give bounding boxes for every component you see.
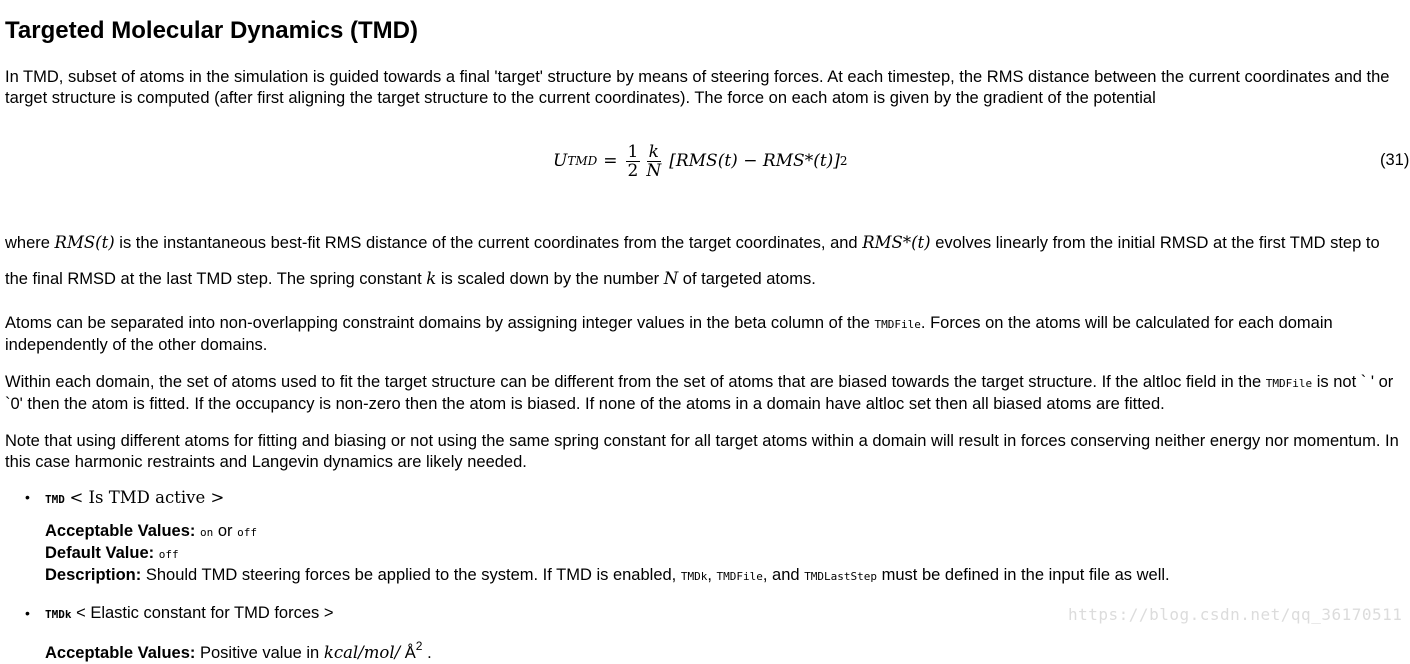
math-rms-t: RMS(t)	[54, 233, 115, 252]
bullet-icon: •	[25, 605, 30, 621]
where-text-3: evolves linearly from the initial RMSD at the first TMD step to the final RMSD at the last TMD step. The spring constant	[5, 234, 1380, 288]
param-name: TMDk	[45, 608, 72, 621]
default-label: Default Value:	[45, 544, 155, 562]
param-desc: < Is TMD active >	[69, 488, 225, 507]
eq-frac-half	[626, 143, 641, 180]
eq-frac1-den: 2	[627, 160, 639, 181]
acceptable-label: Acceptable Values:	[45, 522, 196, 540]
description-text-1: Should TMD steering forces be applied to the system. If TMD is enabled,	[145, 566, 677, 584]
fitting-paragraph	[5, 372, 1405, 415]
acceptable-end: .	[427, 644, 432, 662]
default-value-row	[45, 543, 1405, 565]
description-and: , and	[762, 566, 800, 584]
watermark: https://blog.csdn.net/qq_36170511	[1068, 605, 1403, 624]
page-title: Targeted Molecular Dynamics (TMD)	[5, 17, 418, 44]
code-tmdfile-3: TMDFile	[716, 570, 763, 583]
eq-frac1-num: 1	[627, 141, 639, 162]
document-page	[5, 0, 1410, 664]
note-paragraph: Note that using different atoms for fitting and biasing or not using the same spring constant for all target atoms within a domain will result in forces conserving neither energy nor momentum. In this case harmonic restraints and Langevin dynamics are likely needed.	[5, 432, 1399, 471]
equation-number: (31)	[1380, 151, 1410, 169]
code-tmdfile: TMDFile	[874, 318, 921, 331]
eq-lhs: U	[553, 150, 568, 171]
param-details	[45, 636, 1405, 664]
param-desc: < Elastic constant for TMD forces >	[76, 604, 334, 622]
math-n: N	[663, 269, 679, 288]
domains-paragraph	[5, 313, 1405, 356]
description-row: Description: Should TMD steering forces be applied to the system. If TMD is enabled, TMDk, TMDFile, and TMDLastStep must be defined in the input file as well.	[45, 566, 1170, 584]
acceptable-values-row	[45, 636, 1405, 664]
eq-frac2-den: N	[646, 160, 662, 181]
intro-paragraph: In TMD, subset of atoms in the simulation is guided towards a final 'target' structure by means of steering forces. At each timestep, the RMS distance between the current coordinates and the target structure is computed (after first aligning the target structure to the current coordinates). The force on each atom is given by the gradient of the potential	[5, 68, 1390, 107]
description-label: Description:	[45, 566, 142, 584]
eq-frac2-num: k	[648, 141, 659, 162]
eq-bracket: [RMS(t) − RMS*(t)]	[669, 150, 840, 171]
where-text-5: of targeted atoms.	[682, 270, 816, 288]
acceptable-label: Acceptable Values:	[45, 644, 196, 662]
math-rms-star-t: RMS*(t)	[862, 233, 931, 252]
fitting-text-2: is not ` ' or `0' then the atom is fitted. If the occupancy is non-zero then the atom is biased. If none of the atoms in a domain have altloc set then all biased atoms are fitted.	[5, 373, 1394, 413]
code-tmdlaststep: TMDLastStep	[804, 570, 878, 583]
eq-equals: =	[603, 150, 618, 171]
code-tmdfile-2: TMDFile	[1265, 377, 1313, 390]
where-text-1: where	[5, 234, 50, 252]
value-off: off	[237, 526, 257, 539]
domains-text-1: Atoms can be separated into non-overlapping constraint domains by assigning integer values in the beta column of the	[5, 314, 870, 332]
description-text-2: must be defined in the input file as well.	[881, 566, 1170, 584]
unit-power: 2	[415, 639, 423, 653]
param-item-tmd	[5, 487, 1405, 587]
code-tmdk: TMDk	[680, 570, 708, 583]
acceptable-text: Positive value in	[200, 644, 320, 662]
where-text-2: is the instantaneous best-fit RMS distance of the current coordinates from the target coordinates, and	[119, 234, 858, 252]
unit-kcal-mol: kcal/mol/	[323, 643, 401, 662]
eq-lhs-sub: TMD	[567, 153, 598, 168]
param-details	[45, 521, 1405, 587]
bullet-icon: •	[25, 489, 30, 505]
value-or: or	[217, 522, 233, 540]
eq-frac-kn	[644, 143, 663, 180]
eq-power: 2	[839, 153, 848, 168]
domains-text-2: . Forces on the atoms will be calculated for each domain independently of the other domains.	[5, 314, 1333, 354]
equation-31	[5, 131, 1410, 191]
default-value: off	[158, 548, 179, 561]
fitting-text-1: Within each domain, the set of atoms used to fit the target structure can be different from the set of atoms that are biased towards the target structure. If the altloc field in the	[5, 373, 1262, 391]
parameter-list	[5, 487, 1405, 664]
acceptable-values-row	[45, 521, 1405, 543]
param-name: TMD	[45, 493, 65, 506]
equation-body	[553, 131, 848, 191]
where-paragraph	[5, 225, 1405, 297]
unit-angstrom: Å	[404, 644, 416, 662]
math-k: k	[426, 269, 437, 288]
param-header	[45, 487, 1405, 510]
value-on: on	[200, 526, 214, 539]
where-text-4: is scaled down by the number	[440, 270, 660, 288]
